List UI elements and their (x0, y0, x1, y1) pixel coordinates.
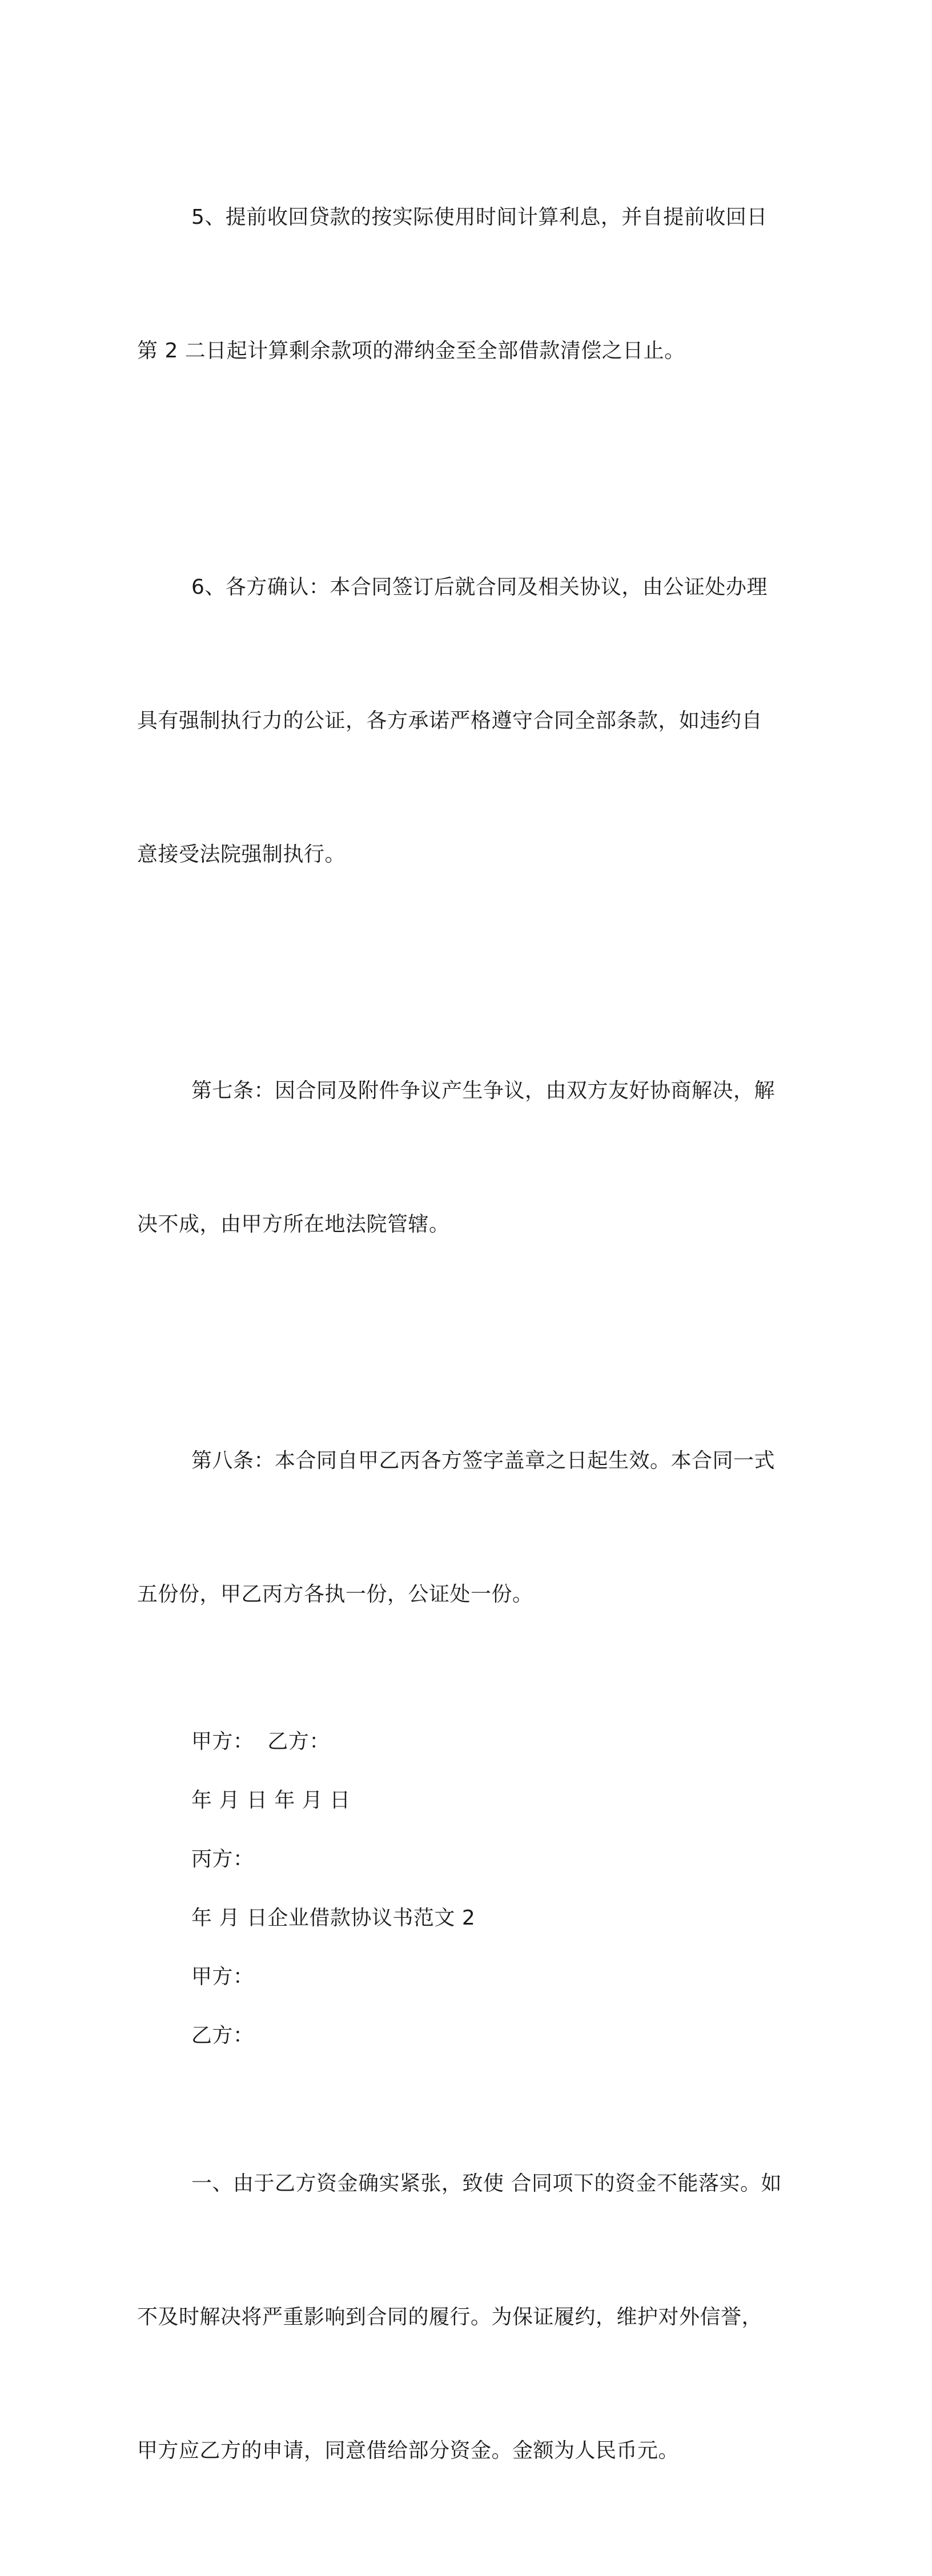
text-line: 决不成，由甲方所在地法院管辖。 (137, 1213, 450, 1236)
text-line: 一、由于乙方资金确实紧张，致使 合同项下的资金不能落实。如 (191, 2172, 782, 2195)
text-line: 具有强制执行力的公证，各方承诺严格遵守合同全部条款，如违约自 (137, 709, 763, 732)
text-line: 五份份，甲乙丙方各执一份，公证处一份。 (137, 1583, 533, 1606)
text-line: 第八条：本合同自甲乙丙各方签字盖章之日起生效。本合同一式 (191, 1449, 776, 1472)
paragraph-loan-terms (137, 2072, 794, 2562)
signature-party-a-b: 甲方： 乙方： (191, 1730, 330, 1753)
paragraph-article-7 (137, 980, 794, 1336)
text-line: 6、各方确认：本合同签订后就合同及相关协议，由公证处办理 (191, 575, 768, 599)
paragraph-clause-6 (137, 476, 794, 966)
text-line: 第 2 二日起计算剩余款项的滞纳金至全部借款清偿之日止。 (137, 339, 685, 363)
paragraph-article-8 (137, 1350, 794, 1706)
text-line: 第七条：因合同及附件争议产生争议，由双方友好协商解决，解 (191, 1079, 776, 1102)
document-body (137, 106, 794, 2576)
party-a-label: 甲方： (191, 1965, 254, 1989)
paragraph-clause-5 (137, 106, 794, 462)
signature-date-c-and-title: 年 月 日企业借款协议书范文 2 (191, 1906, 476, 1930)
text-line: 意接受法院强制执行。 (137, 843, 346, 866)
signature-party-c: 丙方： (191, 1848, 254, 1871)
text-line: 不及时解决将严重影响到合同的履行。为保证履约，维护对外信誉， (137, 2305, 763, 2329)
signature-date-a-b: 年 月 日 年 月 日 (191, 1789, 351, 1812)
text-line: 甲方应乙方的申请，同意借给部分资金。金额为人民币元。 (137, 2439, 680, 2462)
text-line: 5、提前收回贷款的按实际使用时间计算利息，并自提前收回日 (191, 206, 768, 229)
party-b-label: 乙方： (191, 2024, 254, 2047)
